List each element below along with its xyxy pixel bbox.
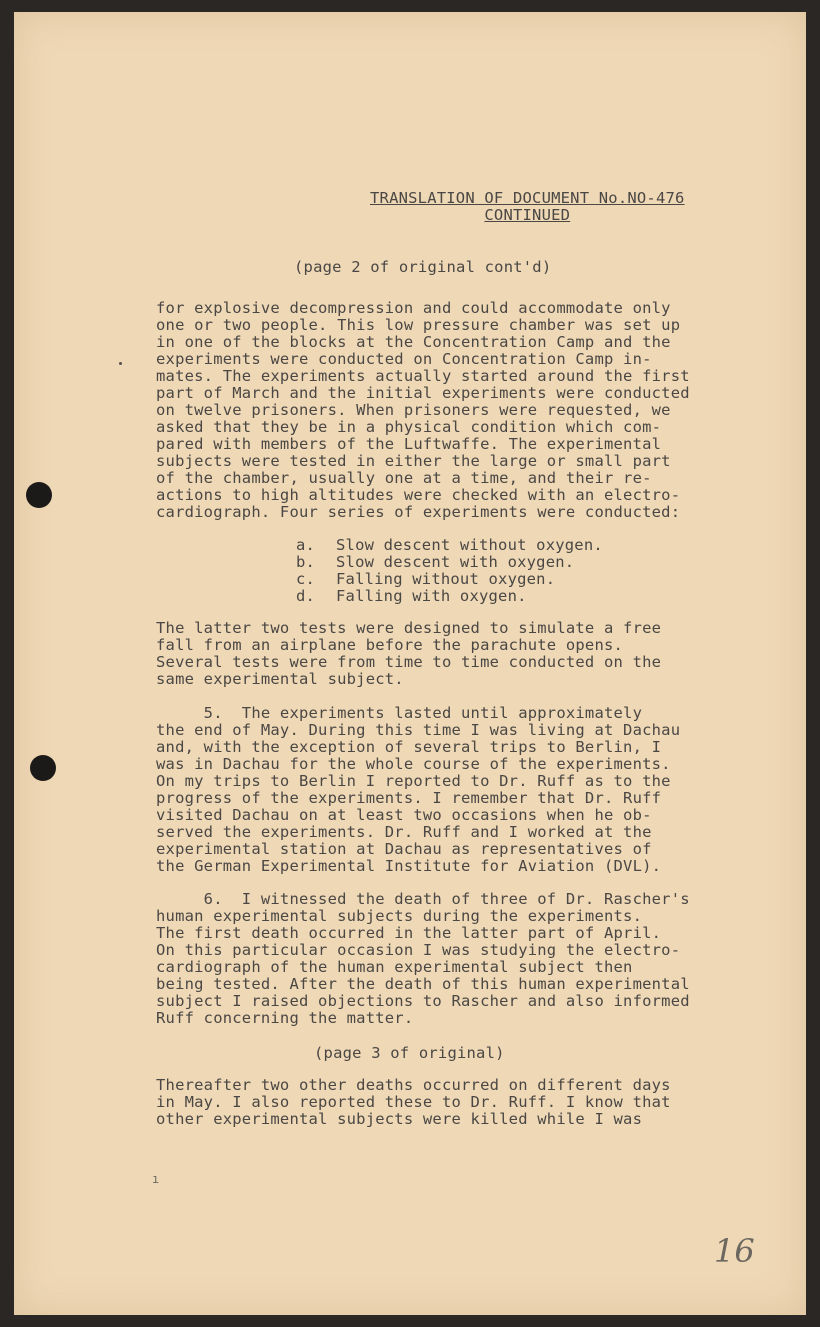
text-line: in one of the blocks at the Concentration Camp and the [156, 333, 671, 351]
text-line: one or two people. This low pressure chamber was set up [156, 316, 681, 334]
stray-ink-dot [119, 362, 122, 365]
text-line: of the chamber, usually one at a time, and their re- [156, 469, 652, 487]
list-text: Falling with oxygen. [336, 587, 527, 605]
text-line: on twelve prisoners. When prisoners were requested, we [156, 401, 671, 419]
list-item [296, 588, 603, 605]
paragraph-6 [156, 891, 756, 1027]
list-marker: c. [296, 570, 316, 588]
text-line: The latter two tests were designed to simulate a free [156, 619, 662, 637]
text-line: On this particular occasion I was studying the electro- [156, 941, 681, 959]
text-line: other experimental subjects were killed while I was [156, 1110, 643, 1128]
heading-line-1: TRANSLATION OF DOCUMENT No.NO-476 [370, 189, 685, 207]
text-line: The first death occurred in the latter part of April. [156, 924, 662, 942]
text-line: human experimental subjects during the experiments. [156, 907, 643, 925]
list-item [296, 554, 603, 571]
list-text: Falling without oxygen. [336, 570, 556, 588]
text-line: part of March and the initial experiments were conducted [156, 384, 690, 402]
text-line: being tested. After the death of this human experimental [156, 975, 690, 993]
text-line: subjects were tested in either the large or small part [156, 452, 671, 470]
text-line: in May. I also reported these to Dr. Ruff. I know that [156, 1093, 671, 1111]
paragraph-5 [156, 705, 756, 875]
text-line: 5. The experiments lasted until approximately [156, 704, 643, 722]
page-note-original-3: (page 3 of original) [314, 1044, 505, 1062]
text-line: progress of the experiments. I remember that Dr. Ruff [156, 789, 662, 807]
punch-hole-top [26, 482, 52, 508]
heading-line-2: CONTINUED [484, 206, 571, 224]
text-line: On my trips to Berlin I reported to Dr. Ruff as to the [156, 772, 671, 790]
document-heading [370, 190, 685, 224]
text-line: Several tests were from time to time conducted on the [156, 653, 662, 671]
text-line: cardiograph of the human experimental subject then [156, 958, 633, 976]
text-line: subject I raised objections to Rascher and also informed [156, 992, 690, 1010]
list-marker: d. [296, 587, 316, 605]
text-line: experiments were conducted on Concentration Camp in- [156, 350, 652, 368]
list-text: Slow descent without oxygen. [336, 536, 603, 554]
text-line: visited Dachau on at least two occasions when he ob- [156, 806, 652, 824]
text-line: fall from an airplane before the parachute opens. [156, 636, 624, 654]
text-line: asked that they be in a physical condition which com- [156, 418, 662, 436]
list-marker: a. [296, 536, 316, 554]
paragraph-free-fall [156, 620, 756, 688]
paragraph-chamber-description [156, 300, 756, 521]
text-line: experimental station at Dachau as representatives of [156, 840, 652, 858]
text-line: Thereafter two other deaths occurred on different days [156, 1076, 671, 1094]
list-marker: b. [296, 553, 316, 571]
list-item [296, 571, 603, 588]
list-text: Slow descent with oxygen. [336, 553, 575, 571]
punch-hole-bottom [30, 755, 56, 781]
paragraph-deaths [156, 1077, 756, 1128]
text-line: and, with the exception of several trips to Berlin, I [156, 738, 662, 756]
text-line: Ruff concerning the matter. [156, 1009, 414, 1027]
text-line: same experimental subject. [156, 670, 404, 688]
list-item [296, 537, 603, 554]
text-line: pared with members of the Luftwaffe. The experimental [156, 435, 662, 453]
text-line: served the experiments. Dr. Ruff and I worked at the [156, 823, 652, 841]
text-line: the end of May. During this time I was living at Dachau [156, 721, 681, 739]
margin-tick-mark: ı [152, 1172, 160, 1186]
text-line: was in Dachau for the whole course of the experiments. [156, 755, 671, 773]
text-line: mates. The experiments actually started around the first [156, 367, 690, 385]
experiment-series-list [296, 537, 603, 605]
text-line: 6. I witnessed the death of three of Dr. Rascher's [156, 890, 690, 908]
text-line: for explosive decompression and could accommodate only [156, 299, 671, 317]
text-line: the German Experimental Institute for Aviation (DVL). [156, 857, 662, 875]
text-line: actions to high altitudes were checked with an electro- [156, 486, 681, 504]
page-note-original-2: (page 2 of original cont'd) [294, 258, 552, 276]
handwritten-page-number: 16 [714, 1232, 755, 1270]
text-line: cardiograph. Four series of experiments were conducted: [156, 503, 681, 521]
